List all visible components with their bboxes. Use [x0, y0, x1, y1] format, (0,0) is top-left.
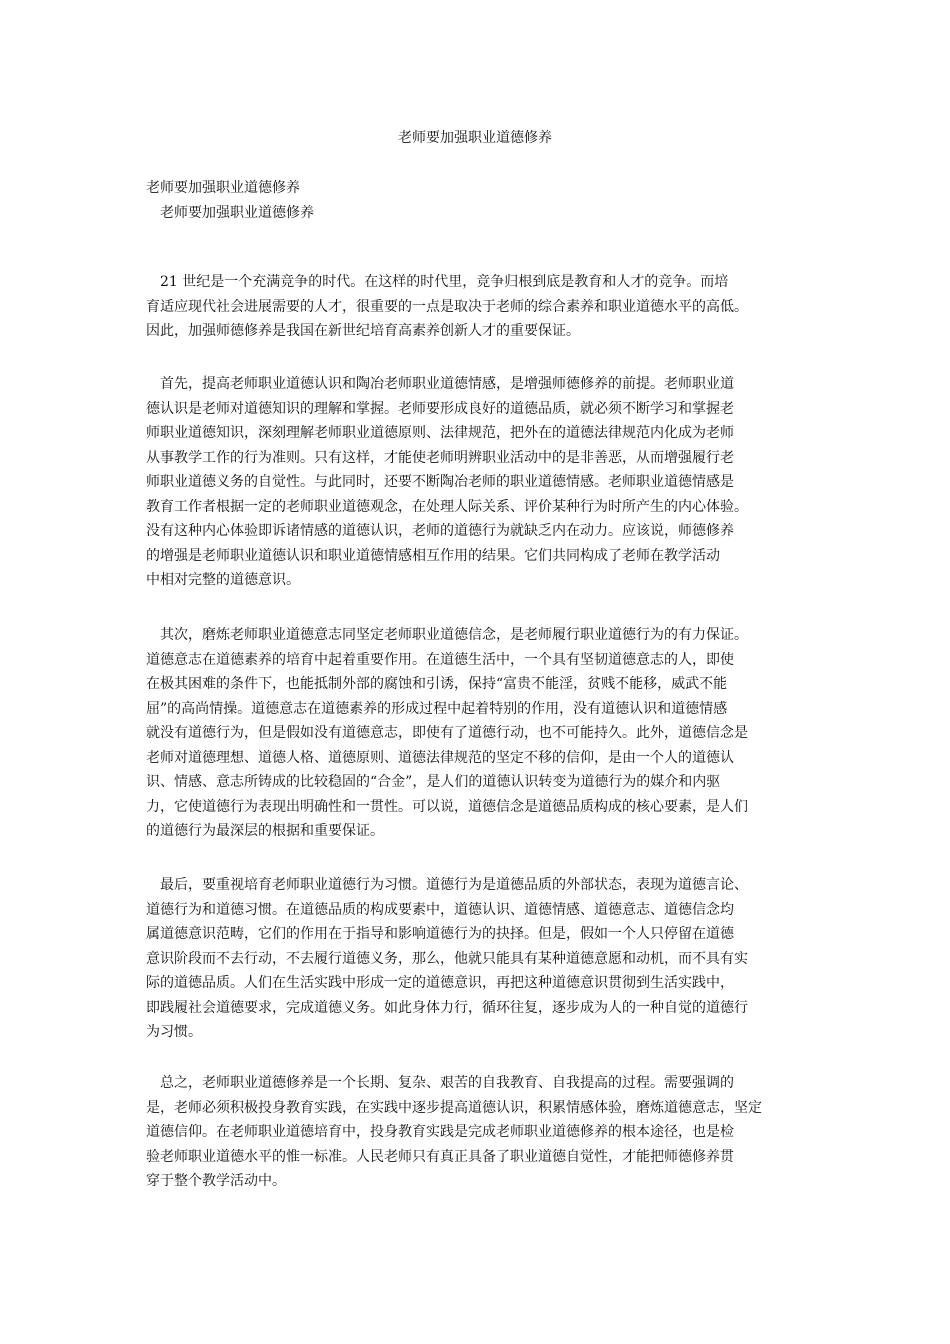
paragraph-line: 师职业道德义务的自觉性。与此同时，还要不断陶冶老师的职业道德情感。老师职业道德情感是	[146, 474, 734, 490]
paragraph-line: 际的道德品质。人们在生活实践中形成一定的道德意识，再把这种道德意识贯彻到生活实践中，	[146, 975, 734, 991]
paragraph-line: 中相对完整的道德意识。	[146, 572, 300, 588]
paragraph-line: 就没有道德行为，但是假如没有道德意志，即使有了道德行动，也不可能持久。此外，道德信念是	[146, 725, 748, 741]
paragraph-line: 穿于整个教学活动中。	[146, 1173, 286, 1189]
paragraph-line: 21 世纪是一个充满竞争的时代。在这样的时代里，竞争归根到底是教育和人才的竞争。而培	[160, 274, 729, 290]
paragraph-5	[146, 1071, 826, 1194]
paragraph-line: 教育工作者根据一定的老师职业道德观念，在处理人际关系、评价某种行为时所产生的内心体验。	[146, 498, 748, 515]
paragraph-line: 在极其困难的条件下，也能抵制外部的腐蚀和引诱，保持“富贵不能淫，贫贱不能移，威武不能	[146, 676, 728, 692]
paragraph-line: 最后，要重视培育老师职业道德行为习惯。道德行为是道德品质的外部状态，表现为道德言论、	[160, 877, 748, 893]
paragraph-line: 是，老师必须积极投身教育实践，在实践中逐步提高道德认识，积累情感体验，磨炼道德意志，坚定	[146, 1099, 762, 1116]
document-title: 老师要加强职业道德修养	[398, 130, 552, 146]
paragraph-2	[146, 372, 826, 593]
paragraph-4	[146, 873, 826, 1045]
document-subtitle-2: 老师要加强职业道德修养	[160, 205, 314, 221]
paragraph-line: 其次，磨炼老师职业道德意志同坚定老师职业道德信念，是老师履行职业道德行为的有力保证。	[160, 627, 748, 643]
paragraph-line: 意识阶段而不去行动，不去履行道德义务，那么，他就只能具有某种道德意愿和动机，而不具有实	[146, 950, 748, 967]
paragraph-line: 道德行为和道德习惯。在道德品质的构成要素中，道德认识、道德情感、道德意志、道德信念均	[146, 901, 734, 918]
paragraph-line: 道德意志在道德素养的培育中起着重要作用。在道德生活中，一个具有坚韧道德意志的人，即使	[146, 651, 734, 668]
paragraph-line: 德认识是老师对道德知识的理解和掌握。老师要形成良好的道德品质，就必须不断学习和掌握老	[146, 400, 734, 417]
paragraph-line: 为习惯。	[146, 1024, 202, 1040]
paragraph-line: 验老师职业道德水平的惟一标准。人民老师只有真正具备了职业道德自觉性，才能把师德修养贯	[146, 1148, 734, 1165]
paragraph-line: 没有这种内心体验即诉诸情感的道德认识，老师的道德行为就缺乏内在动力。应该说，师德修养	[146, 523, 734, 539]
paragraph-line: 总之，老师职业道德修养是一个长期、复杂、艰苦的自我教育、自我提高的过程。需要强调的	[160, 1075, 734, 1091]
paragraph-line: 道德信仰。在老师职业道德培育中，投身教育实践是完成老师职业道德修养的根本途径，也是检	[146, 1124, 734, 1140]
paragraph-3	[146, 623, 826, 844]
paragraph-line: 因此，加强师德修养是我国在新世纪培育高素养创新人才的重要保证。	[146, 323, 580, 339]
paragraph-line: 老师对道德理想、道德人格、道德原则、道德法律规范的坚定不移的信仰，是由一个人的道德认	[146, 749, 734, 766]
paragraph-line: 属道德意识范畴，它们的作用在于指导和影响道德行为的抉择。但是，假如一个人只停留在道德	[146, 926, 734, 942]
document-subtitle-1: 老师要加强职业道德修养	[146, 180, 300, 196]
paragraph-line: 的增强是老师职业道德认识和职业道德情感相互作用的结果。它们共同构成了老师在教学活动	[146, 547, 720, 564]
paragraph-line: 识、情感、意志所铸成的比较稳固的“合金”，是人们的道德认识转变为道德行为的媒介和内驱	[146, 774, 721, 790]
paragraph-line: 从事教学工作的行为准则。只有这样，才能使老师明辨职业活动中的是非善恶，从而增强履行老	[146, 449, 734, 466]
paragraph-line: 师职业道德知识，深刻理解老师职业道德原则、法律规范，把外在的道德法律规范内化成为老师	[146, 425, 734, 441]
paragraph-1	[146, 270, 826, 344]
paragraph-line: 屈”的高尚情操。道德意志在道德素养的形成过程中起着特别的作用，没有道德认识和道德情感	[146, 700, 728, 717]
paragraph-line: 育适应现代社会进展需要的人才，很重要的一点是取决于老师的综合素养和职业道德水平的高低。	[146, 298, 748, 315]
paragraph-line: 首先，提高老师职业道德认识和陶冶老师职业道德情感，是增强师德修养的前提。老师职业道	[160, 376, 734, 392]
paragraph-line: 力，它使道德行为表现出明确性和一贯性。可以说，道德信念是道德品质构成的核心要素，是人们	[146, 798, 748, 815]
paragraph-line: 的道德行为最深层的根据和重要保证。	[146, 823, 384, 839]
paragraph-line: 即践履社会道德要求，完成道德义务。如此身体力行，循环往复，逐步成为人的一种自觉的道德行	[146, 999, 748, 1016]
